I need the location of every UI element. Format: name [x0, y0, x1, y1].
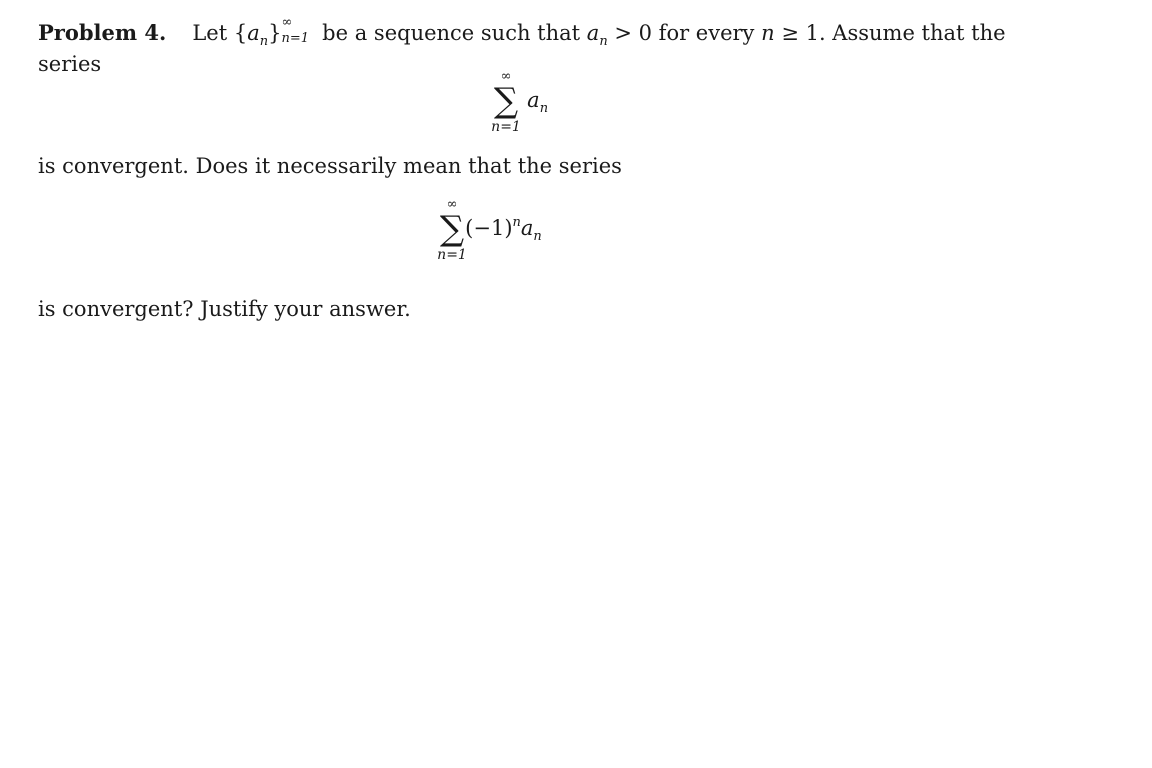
series-equation-2 [402, 198, 602, 264]
summation-1-term: $a_n$ [527, 88, 549, 116]
condition-var: a [586, 21, 600, 45]
series-equation-1 [446, 70, 566, 136]
line1-middle-text: be a sequence such that [315, 21, 587, 45]
condition-ge-text: ≥ 1. Assume that the [774, 21, 1006, 45]
problem-statement-line-2: series [38, 52, 102, 76]
summation-2-upper-limit: ∞ [446, 197, 458, 212]
summation-2-term: $(-1)^na_n$ [465, 215, 542, 244]
problem-label: Problem 4. [38, 20, 167, 45]
sequence-limits: ∞ n=1 [281, 15, 310, 46]
summation-2-sigma: ∑ [439, 209, 465, 249]
let-text: Let [192, 21, 228, 45]
summation-1 [491, 69, 549, 135]
problem-statement-line-3: is convergent. Does it necessarily mean that the series [38, 154, 622, 178]
condition-gt-text: > 0 for every [607, 21, 762, 45]
condition-index: n [599, 34, 608, 49]
summation-1-lower-limit: n=1 [491, 119, 521, 135]
sequence-notation: $\{a_n\}$ ∞ n=1 [234, 21, 316, 45]
problem-statement-line-1 [38, 15, 1006, 49]
summation-1-upper-limit: ∞ [500, 69, 512, 84]
summation-2-lower-limit: n=1 [437, 247, 467, 263]
summation-2 [437, 197, 542, 263]
condition-n: n [761, 21, 775, 45]
summation-1-sigma: ∑ [493, 81, 519, 121]
problem-statement-line-4: is convergent? Justify your answer. [38, 297, 411, 321]
